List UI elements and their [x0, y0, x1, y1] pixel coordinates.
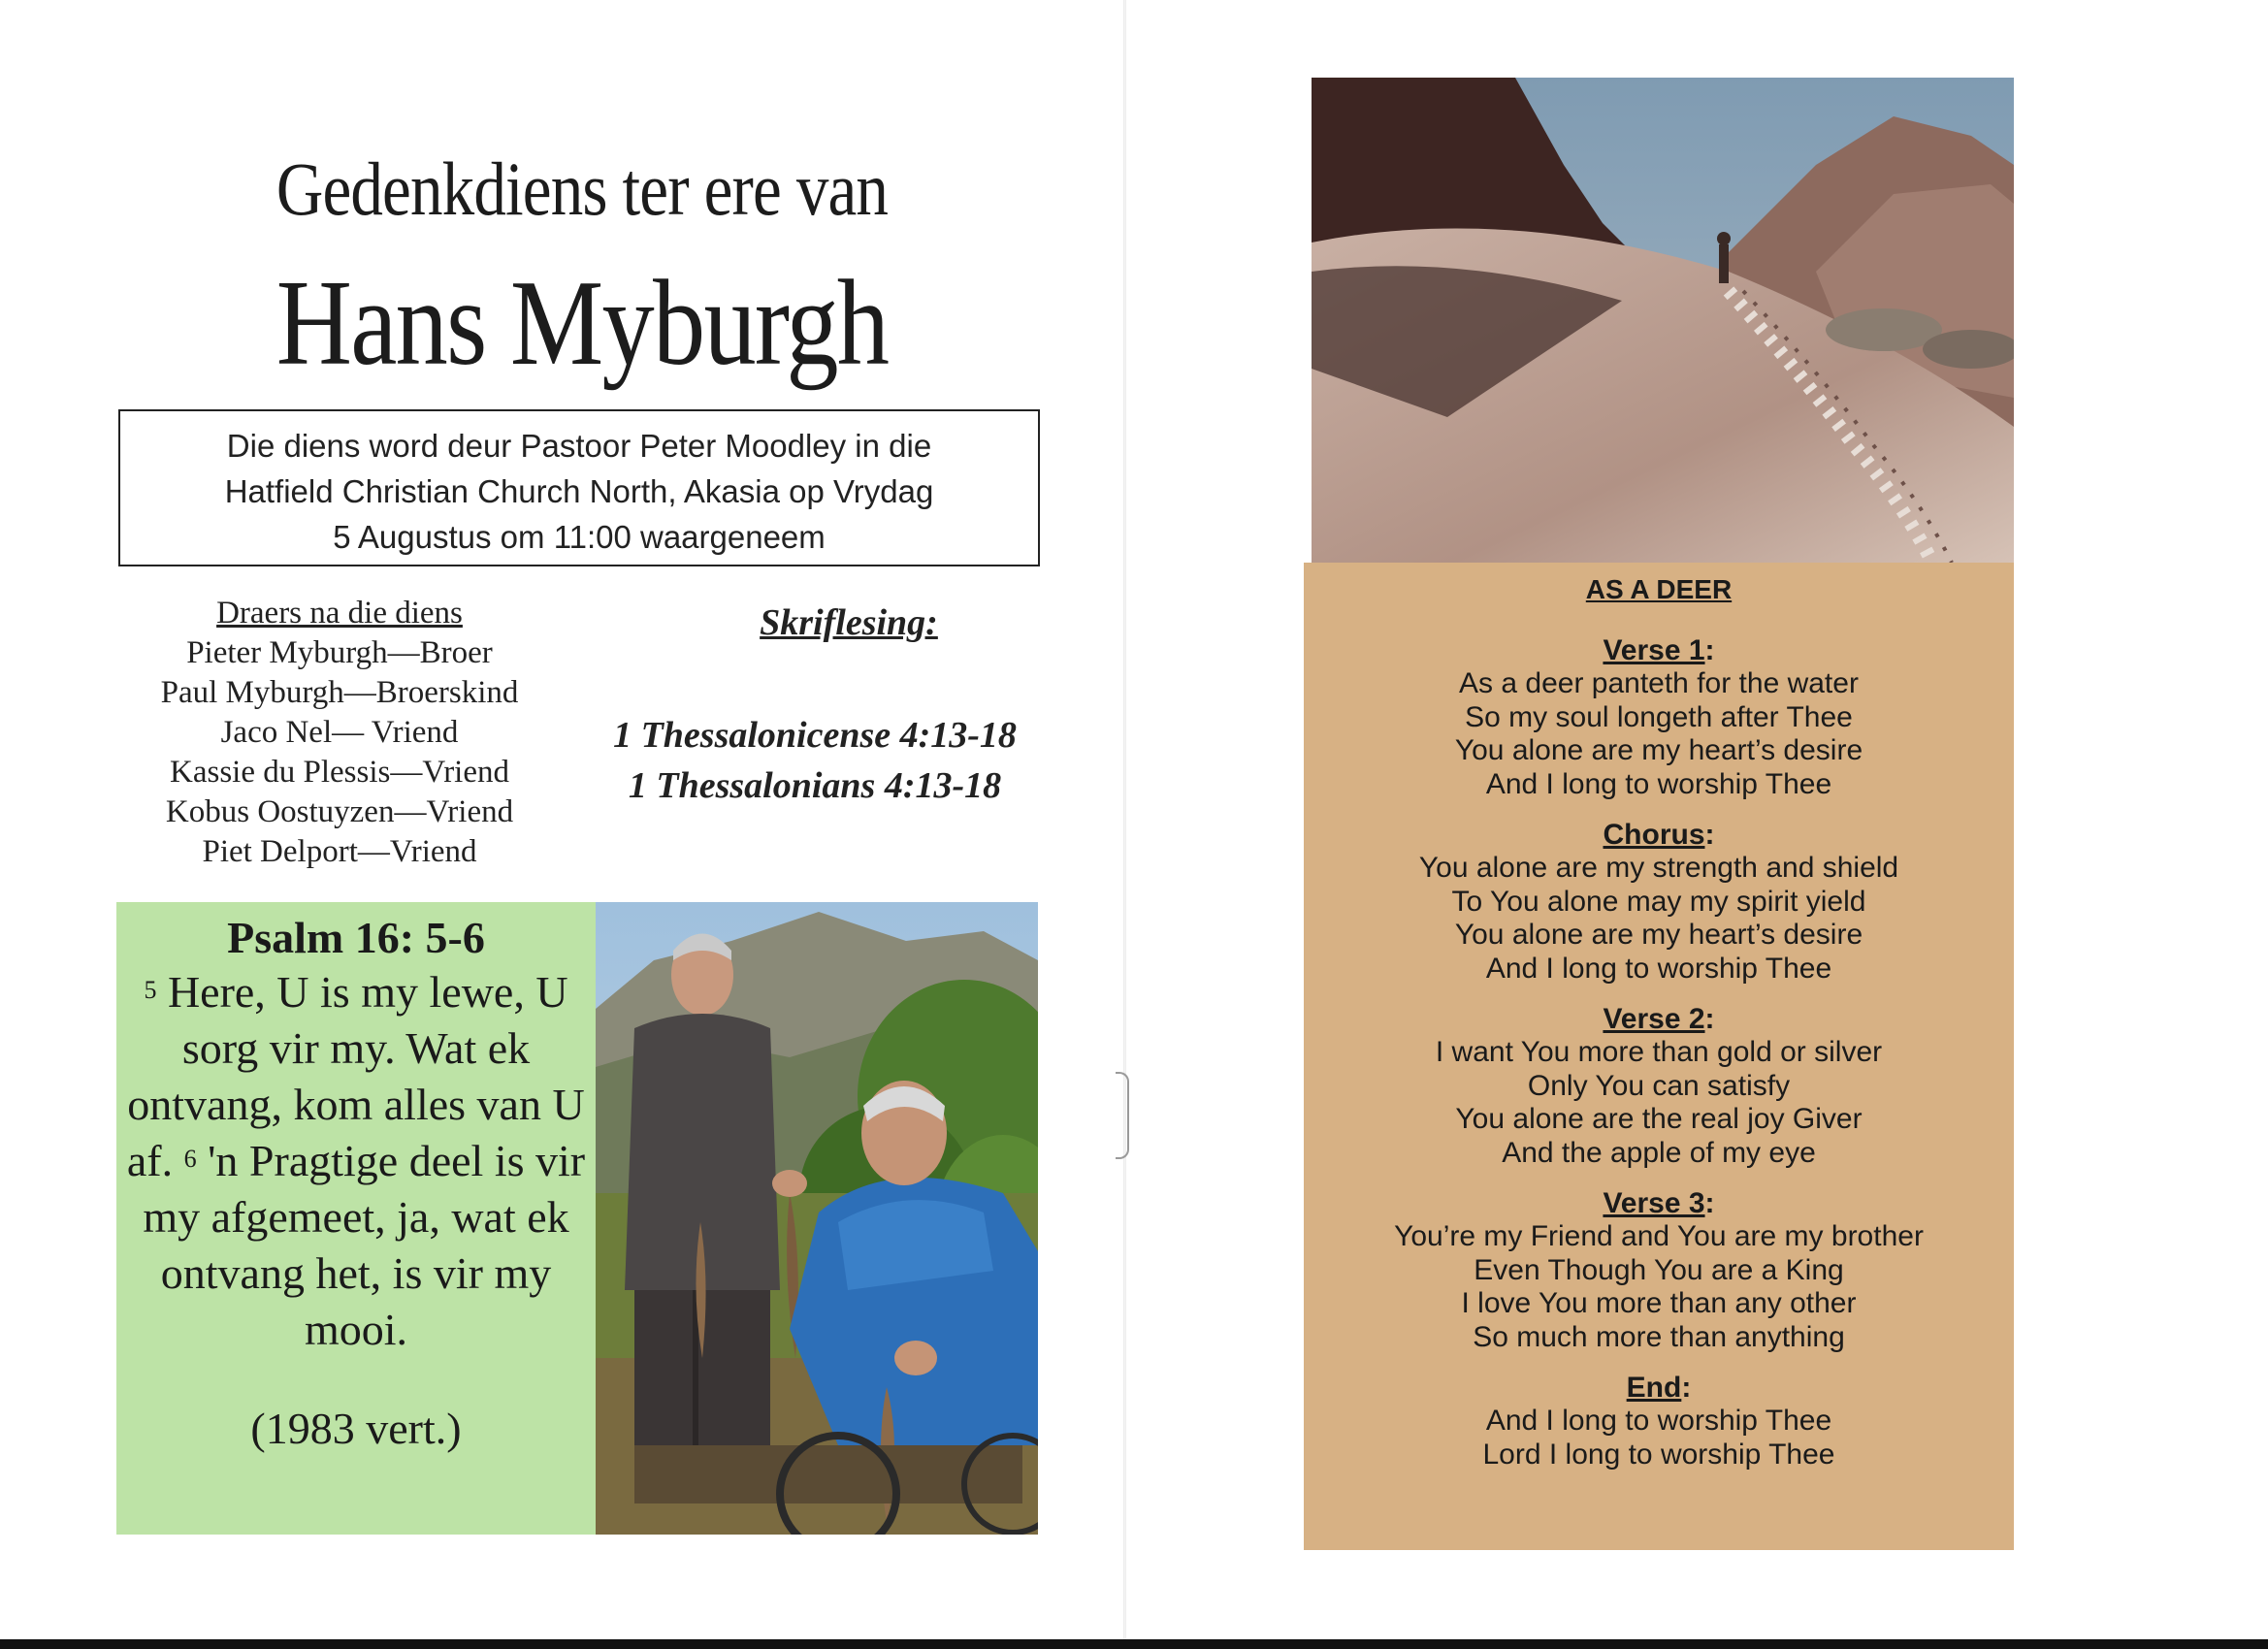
stanza-label: Verse 2 [1603, 1003, 1705, 1035]
lyric-line: And I long to worship Thee [1485, 952, 1832, 985]
lyric-line: Even Though You are a King [1474, 1253, 1844, 1286]
lyric-line: You alone are the real joy Giver [1455, 1103, 1863, 1135]
pallbearer-item: Kassie du Plessis—Vriend [170, 755, 509, 790]
label-colon: : [1704, 634, 1715, 666]
stanza-chorus [1304, 819, 2014, 986]
song-title: AS A DEER [1585, 574, 1733, 604]
lyric-line: Only You can satisfy [1527, 1069, 1791, 1102]
lyric-line: And I long to worship Thee [1485, 1405, 1832, 1437]
lyric-line: Lord I long to worship Thee [1482, 1438, 1835, 1471]
pallbearers-list [107, 594, 572, 872]
stanza-verse-1 [1304, 634, 2014, 801]
verse-number: 6 [183, 1145, 197, 1173]
pallbearers-heading: Draers na die diens [216, 596, 463, 630]
lyric-line: You alone are my heart’s desire [1454, 919, 1863, 951]
label-colon: : [1704, 1003, 1715, 1035]
psalm-text [116, 964, 596, 1358]
lyric-line: You alone are my heart’s desire [1454, 734, 1863, 766]
psalm-panel [116, 902, 596, 1535]
service-line: 5 Augustus om 11:00 waargeneem [333, 519, 826, 555]
stanza-label: End [1626, 1372, 1682, 1404]
deceased-name: Hans Myburgh [275, 256, 889, 391]
psalm-version: (1983 vert.) [250, 1404, 462, 1453]
lyric-line: And I long to worship Thee [1485, 767, 1832, 800]
photo-fishermen [596, 902, 1038, 1535]
stanza-label: Verse 3 [1603, 1187, 1705, 1219]
lyric-line: To You alone may my spirit yield [1451, 885, 1866, 918]
stanza-end [1304, 1372, 2014, 1471]
lyric-line: I love You more than any other [1461, 1287, 1857, 1319]
stanza-label: Verse 1 [1603, 634, 1705, 666]
lyric-line: So my soul longeth after Thee [1465, 700, 1853, 733]
service-line: Hatfield Christian Church North, Akasia op Vrydag [224, 473, 934, 509]
memorial-subtitle: Gedenkdiens ter ere van [275, 146, 889, 231]
psalm-title: Psalm 16: 5-6 [227, 913, 485, 962]
lyric-line: As a deer panteth for the water [1459, 667, 1859, 699]
lyric-line: So much more than anything [1473, 1320, 1845, 1353]
scripture-ref: 1 Thessalonians 4:13-18 [628, 765, 1002, 806]
lyric-line: And the apple of my eye [1502, 1136, 1816, 1169]
scan-edge-shadow [0, 1639, 2268, 1649]
pallbearer-item: Kobus Oostuyzen—Vriend [165, 794, 514, 829]
verse-number: 5 [144, 976, 157, 1004]
left-page [0, 0, 1125, 1639]
photo-desert-footprints [1312, 78, 2014, 563]
lyric-line: You alone are my strength and shield [1418, 852, 1899, 884]
pallbearer-item: Pieter Myburgh—Broer [186, 635, 493, 670]
stanza-verse-2 [1304, 1003, 2014, 1170]
lyric-line: I want You more than gold or silver [1435, 1036, 1883, 1068]
scripture-ref: 1 Thessalonicense 4:13-18 [613, 715, 1017, 756]
stanza-label: Chorus [1603, 819, 1705, 851]
label-colon: : [1704, 819, 1715, 851]
label-colon: : [1681, 1372, 1692, 1404]
pallbearer-item: Paul Myburgh—Broerskind [160, 675, 519, 710]
lyric-line: You’re my Friend and You are my brother [1394, 1220, 1924, 1252]
psalm-verse: 'n Pragtige deel is vir my afgemeet, ja, wat ek ontvang het, is vir my mooi. [143, 1136, 586, 1354]
pallbearer-item: Piet Delport—Vriend [202, 834, 477, 869]
service-details-box [118, 409, 1040, 566]
service-line: Die diens word deur Pastoor Peter Moodley in die [226, 428, 932, 464]
stanza-verse-3 [1304, 1187, 2014, 1354]
scripture-reading [582, 601, 1048, 811]
pallbearer-item: Jaco Nel— Vriend [220, 715, 459, 750]
label-colon: : [1704, 1187, 1715, 1219]
song-lyrics-panel [1304, 563, 2014, 1550]
psalm-verse: Here, U is my lewe, U sorg vir my. Wat ek ontvang, kom alles van U af. [126, 967, 585, 1185]
scripture-heading: Skriflesing: [760, 602, 938, 643]
